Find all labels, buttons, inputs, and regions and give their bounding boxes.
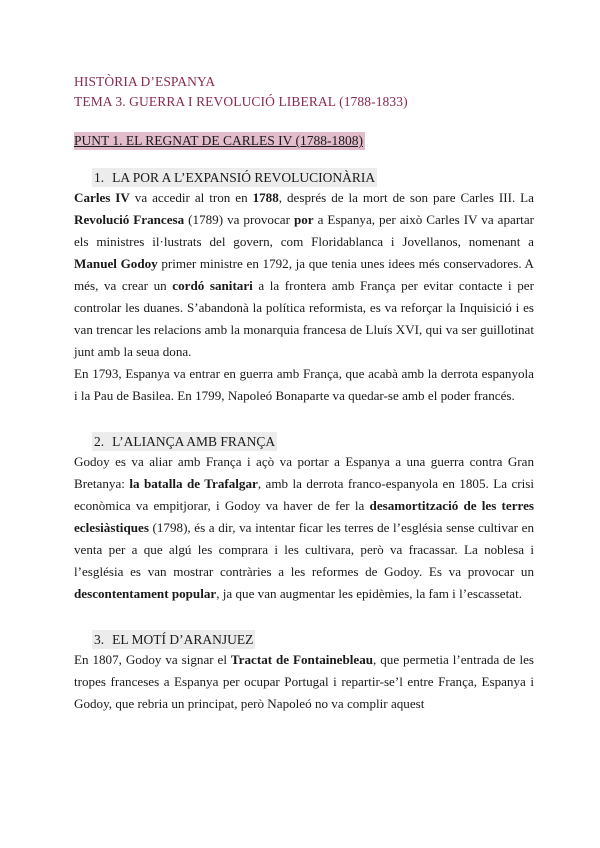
bold-term: por — [293, 212, 314, 227]
bold-term: cordó sanitari — [172, 278, 253, 293]
document-page — [74, 72, 534, 715]
text-run: En 1807, Godoy va signar el — [74, 652, 231, 667]
bold-term: Tractat de Fontainebleau — [230, 652, 374, 667]
text-run: a Espanya, per això Carles IV va apartar els ministres il·lustrats del govern, com Floridablanca i Jovellanos, nomenant a — [74, 212, 534, 249]
section-paragraph — [74, 451, 534, 605]
text-run: , ja que van augmentar les epidèmies, la fam i l’escassetat. — [216, 586, 522, 601]
bold-term: Carles IV — [74, 190, 130, 205]
bold-term: Manuel Godoy — [74, 256, 158, 271]
bold-term: la batalla de Trafalgar — [129, 476, 258, 491]
bold-term: 1788 — [252, 190, 279, 205]
text-run: primer ministre en 1792, ja que tenia unes idees més conservadores. A més, va crear un — [74, 256, 534, 293]
section-1 — [74, 150, 534, 407]
text-run: Godoy es va aliar amb França i açò va portar a Espanya a una guerra contra Gran Bretanya: — [74, 454, 534, 491]
text-run: , després de la mort de son pare Carles III. La — [278, 190, 534, 205]
section-paragraph: En 1793, Espanya va entrar en guerra amb França, que acabà amb la derrota espanyola i la Pau de Basilea. En 1799, Napoleó Bonaparte va quedar-se amb el poder francés. — [74, 366, 534, 403]
text-run: (1789) va provocar — [184, 212, 294, 227]
text-run: , amb la derrota franco-espanyola en 1805. La crisi econòmica va empitjorar, i Godoy va haver de fer la — [74, 476, 534, 513]
section-3 — [74, 612, 534, 715]
theme-heading: TEMA 3. GUERRA I REVOLUCIÓ LIBERAL (1788-1833) — [74, 94, 408, 109]
text-run: va accedir al tron en — [129, 190, 253, 205]
section-title: 2. L’ALIANÇA AMB FRANÇA — [94, 434, 276, 449]
subject-heading: HISTÒRIA D’ESPANYA — [74, 74, 216, 89]
section-2 — [74, 414, 534, 605]
punt-heading: PUNT 1. EL REGNAT DE CARLES IV (1788-1808) — [74, 133, 363, 148]
text-run: a la frontera amb França per evitar contacte i per controlar les duanes. S’abandonà la política reformista, es va reforçar la Inquisició i es van trencar les relacions amb la monarquia francesa de Lluís XVI, qui va ser guillotinat junt amb la seua dona. — [74, 278, 534, 359]
section-paragraph — [74, 187, 534, 363]
section-paragraph — [74, 649, 534, 715]
text-run: , que permetia l’entrada de les tropes franceses a Espanya per ocupar Portugal i repartir-se’l entre França, Espanya i Godoy, que rebria un principat, però Napoleó no va complir aquest — [74, 652, 534, 711]
section-title: 1. LA POR A L’EXPANSIÓ REVOLUCIONÀRIA — [94, 170, 376, 185]
bold-term: Revolució Francesa — [74, 212, 185, 227]
bold-term: descontentament popular — [74, 586, 217, 601]
text-run: (1798), és a dir, va intentar ficar les terres de l’església sense cultivar en venta per a que algú les comprara i les cultivara, però va fracassar. La noblesa i l’església es van mostrar contràries a les reformes de Godoy. Es va provocar un — [74, 520, 534, 579]
section-title: 3. EL MOTÍ D’ARANJUEZ — [94, 632, 254, 647]
bold-term: desamortització de les terres eclesiàstiques — [74, 498, 535, 535]
